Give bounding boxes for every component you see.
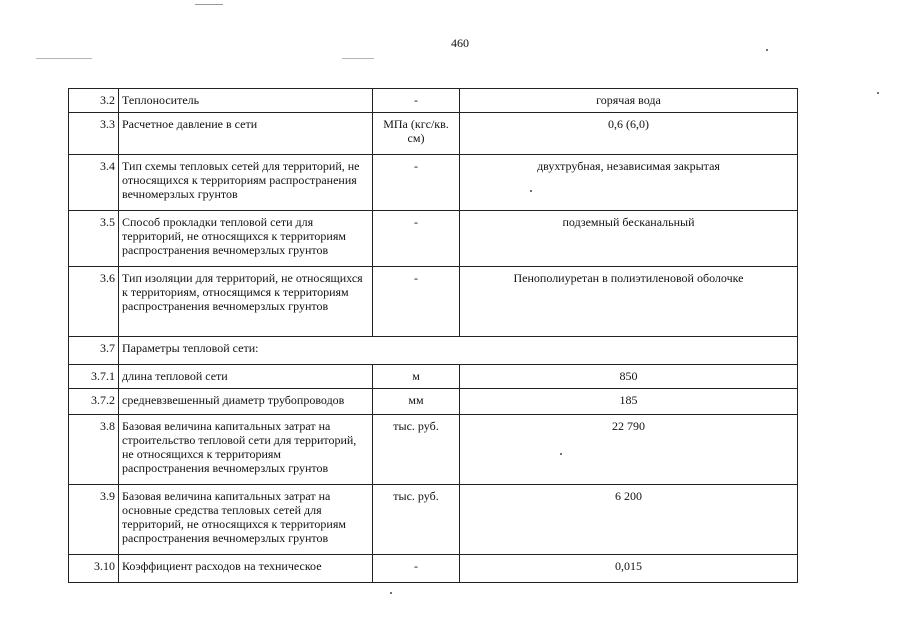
row-value: подземный бесканальный: [460, 211, 798, 267]
table-row: [69, 389, 798, 415]
table-row: [69, 337, 798, 365]
row-unit: мм: [373, 389, 460, 415]
row-parameter: Базовая величина капитальных затрат на основные средства тепловых сетей для территорий, не относящихся к территориям распространения вечномерзлых грунтов: [119, 485, 373, 555]
scan-artifact: [877, 92, 879, 94]
row-parameter: длина тепловой сети: [119, 365, 373, 389]
row-value: 0,6 (6,0): [460, 113, 798, 155]
scan-artifact: [390, 592, 392, 594]
row-value: 22 790: [460, 415, 798, 485]
table-row: [69, 555, 798, 583]
scan-artifact: [36, 58, 92, 59]
row-number: 3.10: [69, 555, 119, 583]
row-number: 3.6: [69, 267, 119, 337]
row-number: 3.9: [69, 485, 119, 555]
row-parameter: Тип изоляции для территорий, не относящихся к территориям, относящимся к территориям распространения вечномерзлых грунтов: [119, 267, 373, 337]
row-value: 0,015: [460, 555, 798, 583]
row-number: 3.3: [69, 113, 119, 155]
row-value: двухтрубная, независимая закрытая: [460, 155, 798, 211]
table-row: [69, 89, 798, 113]
row-parameter: Коэффициент расходов на техническое: [119, 555, 373, 583]
row-number: 3.7: [69, 337, 119, 365]
table-row: [69, 155, 798, 211]
row-unit: -: [373, 267, 460, 337]
row-parameter: Теплоноситель: [119, 89, 373, 113]
row-number: 3.5: [69, 211, 119, 267]
row-value: горячая вода: [460, 89, 798, 113]
scan-artifact: [342, 58, 374, 59]
row-number: 3.7.2: [69, 389, 119, 415]
row-unit: -: [373, 89, 460, 113]
row-number: 3.4: [69, 155, 119, 211]
row-unit: -: [373, 211, 460, 267]
row-number: 3.7.1: [69, 365, 119, 389]
table-row: [69, 267, 798, 337]
row-unit: м: [373, 365, 460, 389]
row-parameter: Параметры тепловой сети:: [119, 337, 798, 365]
row-parameter: Расчетное давление в сети: [119, 113, 373, 155]
table-row: [69, 211, 798, 267]
table-row: [69, 415, 798, 485]
scan-artifact: [766, 49, 768, 51]
row-number: 3.2: [69, 89, 119, 113]
row-parameter: Способ прокладки тепловой сети для территорий, не относящихся к территориям распространения вечномерзлых грунтов: [119, 211, 373, 267]
row-value: 6 200: [460, 485, 798, 555]
table-row: [69, 113, 798, 155]
row-unit: -: [373, 155, 460, 211]
parameters-table: [68, 88, 798, 583]
row-unit: МПа (кгс/кв. см): [373, 113, 460, 155]
row-value: 185: [460, 389, 798, 415]
row-parameter: Тип схемы тепловых сетей для территорий, не относящихся к территориям распространения вечномерзлых грунтов: [119, 155, 373, 211]
table-row: [69, 365, 798, 389]
row-unit: -: [373, 555, 460, 583]
row-parameter: средневзвешенный диаметр трубопроводов: [119, 389, 373, 415]
row-value: 850: [460, 365, 798, 389]
table-row: [69, 485, 798, 555]
row-unit: тыс. руб.: [373, 415, 460, 485]
row-parameter: Базовая величина капитальных затрат на строительство тепловой сети для территорий, не относящихся к территориям распространения вечномерзлых грунтов: [119, 415, 373, 485]
row-value: Пенополиуретан в полиэтиленовой оболочке: [460, 267, 798, 337]
scan-artifact: [195, 4, 223, 5]
page-number: 460: [451, 36, 469, 50]
row-number: 3.8: [69, 415, 119, 485]
row-unit: тыс. руб.: [373, 485, 460, 555]
